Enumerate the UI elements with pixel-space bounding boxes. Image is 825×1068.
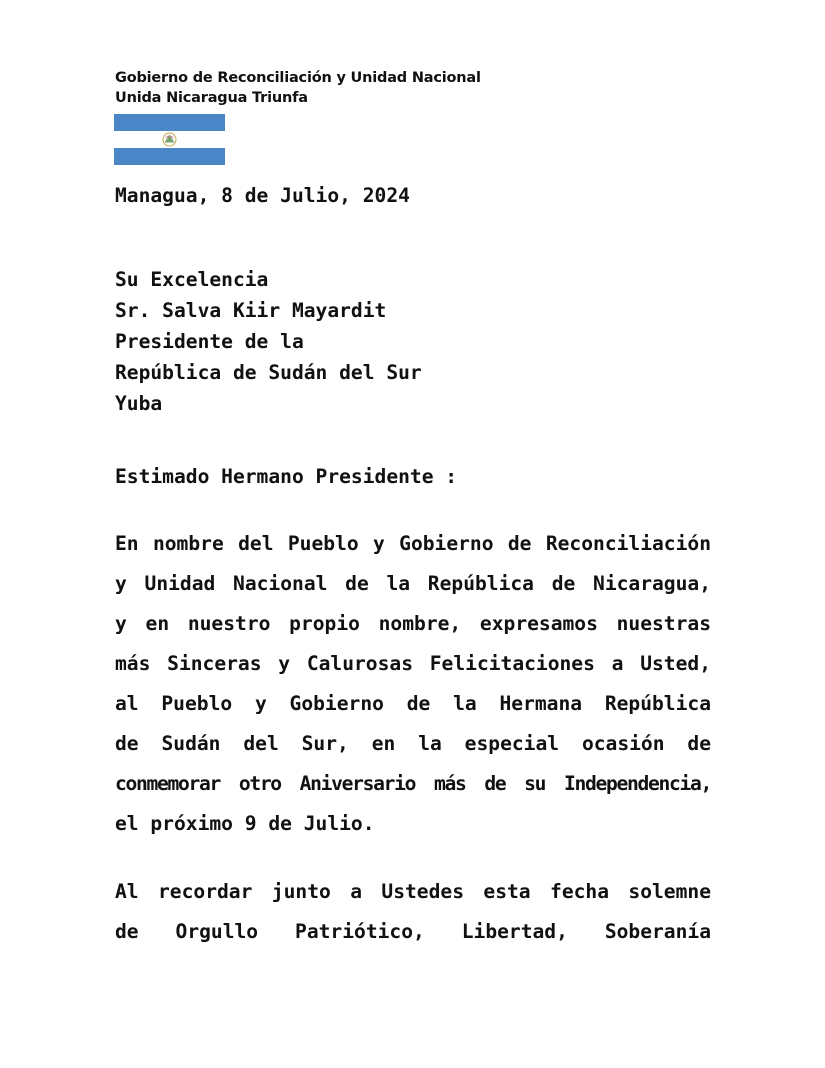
- recipient-line-1: Su Excelencia: [115, 268, 269, 291]
- paragraph1-line-6: de Sudán del Sur, en la especial ocasión de: [115, 732, 711, 755]
- paragraph2-line-2: de Orgullo Patriótico, Libertad, Soberanía: [115, 920, 711, 943]
- paragraph1-line-1: En nombre del Pueblo y Gobierno de Reconciliación: [115, 532, 711, 555]
- nicaragua-flag-icon: [114, 114, 225, 165]
- letterhead-line-2: Unida Nicaragua Triunfa: [115, 90, 308, 106]
- paragraph1-line-4: más Sinceras y Calurosas Felicitaciones a Usted,: [115, 652, 711, 675]
- letterhead-line-1: Gobierno de Reconciliación y Unidad Nacional: [115, 70, 481, 86]
- paragraph1-line-3: y en nuestro propio nombre, expresamos nuestras: [115, 612, 711, 635]
- recipient-line-2: Sr. Salva Kiir Mayardit: [115, 299, 387, 322]
- salutation: Estimado Hermano Presidente :: [115, 465, 458, 488]
- paragraph1-line-2: y Unidad Nacional de la República de Nicaragua,: [115, 572, 711, 595]
- recipient-line-4: República de Sudán del Sur: [115, 361, 422, 384]
- paragraph1-line-5: al Pueblo y Gobierno de la Hermana República: [115, 692, 711, 715]
- paragraph1-line-7: conmemorar otro Aniversario más de su Independencia,: [115, 772, 711, 795]
- paragraph1-line-8: el próximo 9 de Julio.: [115, 812, 375, 835]
- date-line: Managua, 8 de Julio, 2024: [115, 184, 410, 207]
- paragraph2-line-1: Al recordar junto a Ustedes esta fecha solemne: [115, 880, 711, 903]
- recipient-line-5: Yuba: [115, 392, 163, 415]
- recipient-line-3: Presidente de la: [115, 330, 304, 353]
